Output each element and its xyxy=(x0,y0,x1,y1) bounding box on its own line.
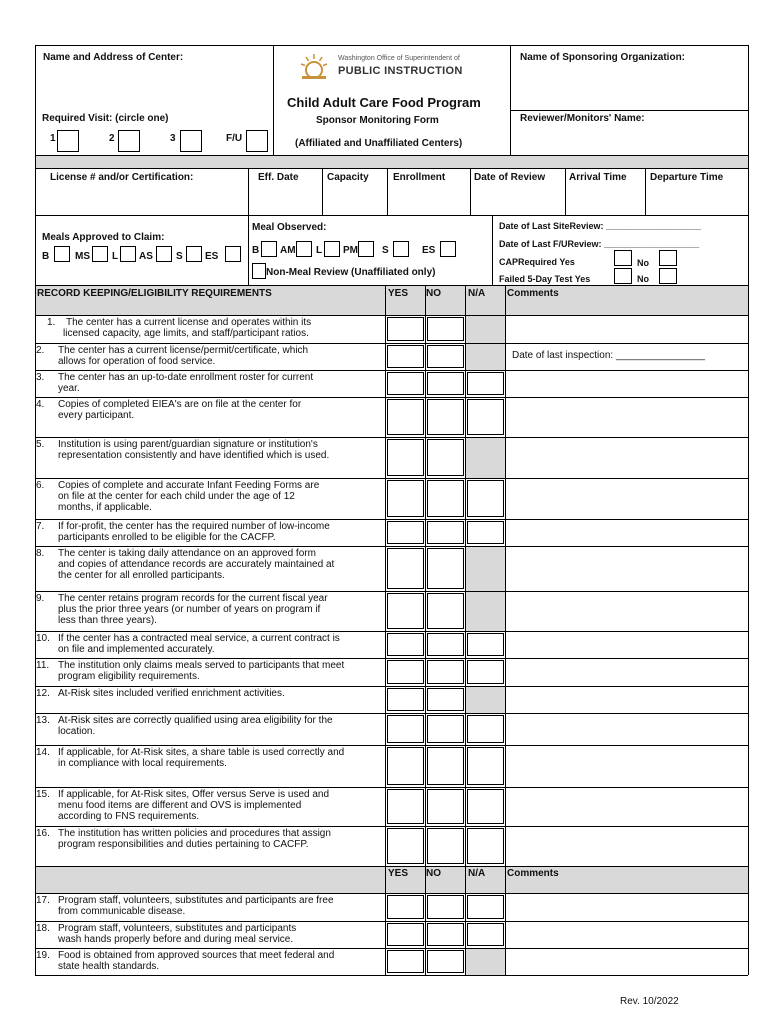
meal-option-label: ES xyxy=(422,245,436,256)
item2-na-checkbox[interactable] xyxy=(467,895,504,919)
item-no-checkbox[interactable] xyxy=(427,828,464,864)
comments-cell[interactable] xyxy=(506,316,748,343)
item-text-line: location. xyxy=(58,726,96,737)
sun-logo-icon xyxy=(300,52,328,80)
item-text-line: state health standards. xyxy=(58,961,160,972)
item-yes-checkbox[interactable] xyxy=(387,317,424,341)
item-text-line: the center for all enrolled participants. xyxy=(58,570,225,581)
comments-cell[interactable] xyxy=(506,398,748,437)
item-text-line: If applicable, for At-Risk sites, a share table is used correctly and xyxy=(58,747,345,758)
item-text-line: menu food items are different and OVS is implemented xyxy=(58,800,302,811)
item-yes-checkbox[interactable] xyxy=(387,789,424,824)
observed-pm-checkbox[interactable] xyxy=(358,241,374,257)
item-number: 10. xyxy=(36,633,50,644)
item-no-checkbox[interactable] xyxy=(427,372,464,395)
meal-option-label: AM xyxy=(280,245,296,256)
item-number: 15. xyxy=(36,789,50,800)
visit-2-checkbox[interactable] xyxy=(118,130,140,152)
comments-cell[interactable] xyxy=(506,592,748,631)
item-text-line: Institution is using parent/guardian signature or institution's xyxy=(58,439,318,450)
item-number: 7. xyxy=(36,521,45,532)
approved-as-checkbox[interactable] xyxy=(156,246,172,262)
item-text-line: on file at the center for each child under the age of 12 xyxy=(58,491,295,502)
inspection-note: Date of last inspection: ________________ xyxy=(512,350,705,361)
program-title: Child Adult Care Food Program xyxy=(287,95,481,110)
item-na-checkbox[interactable] xyxy=(467,480,504,517)
center-name-label: Name and Address of Center: xyxy=(43,52,184,63)
meals-approved-label: Meals Approved to Claim: xyxy=(42,232,165,243)
departure-time-label: Departure Time xyxy=(650,172,724,183)
item-number: 11. xyxy=(36,660,50,671)
comments-cell[interactable] xyxy=(506,479,748,519)
item-na-checkbox[interactable] xyxy=(467,633,504,656)
comments-cell[interactable] xyxy=(506,438,748,478)
na-disabled-cell xyxy=(466,438,505,478)
item-number: 3. xyxy=(36,372,45,383)
col-no: NO xyxy=(426,288,441,299)
item-no-checkbox[interactable] xyxy=(427,789,464,824)
item-na-checkbox[interactable] xyxy=(467,715,504,743)
item-number: 2. xyxy=(36,345,45,356)
item-yes-checkbox[interactable] xyxy=(387,345,424,368)
non-meal-label: Non-Meal Review (Unaffiliated only) xyxy=(266,267,436,278)
date-of-review-label: Date of Review xyxy=(474,172,546,183)
ospi-logo xyxy=(300,52,485,82)
item-number: 18. xyxy=(36,923,50,934)
item-na-checkbox[interactable] xyxy=(467,372,504,395)
agency-line-1: Washington Office of Superintendent of xyxy=(338,55,460,62)
item-text-line: according to FNS requirements. xyxy=(58,811,200,822)
item-text-line: If for-profit, the center has the required number of low-income xyxy=(58,521,330,532)
item-text-line: The center has a current license/permit/certificate, which xyxy=(58,345,309,356)
last-fu-review: Date of Last F/UReview: ___________________ xyxy=(499,239,700,249)
item-number: 6. xyxy=(36,480,45,491)
na-disabled-cell xyxy=(466,547,505,591)
comments-cell[interactable] xyxy=(506,788,748,826)
comments-cell[interactable] xyxy=(506,371,748,397)
item-number: 13. xyxy=(36,715,50,726)
item-no-checkbox[interactable] xyxy=(427,548,464,589)
meal-option-label: L xyxy=(112,251,119,262)
item-text-line: Copies of complete and accurate Infant Feeding Forms are xyxy=(58,480,320,491)
item-text-line: The center retains program records for the current fiscal year xyxy=(58,593,328,604)
item-no-checkbox[interactable] xyxy=(427,688,464,711)
item-na-checkbox[interactable] xyxy=(467,828,504,864)
cap-required-label: CAPRequired Yes xyxy=(499,257,575,267)
item-yes-checkbox[interactable] xyxy=(387,439,424,476)
visit-fu-checkbox[interactable] xyxy=(246,130,268,152)
item-yes-checkbox[interactable] xyxy=(387,828,424,864)
item-text-line: licensed capacity, age limits, and staff/participant ratios. xyxy=(63,328,309,339)
comments-cell[interactable] xyxy=(506,632,748,658)
comments-cell[interactable] xyxy=(506,746,748,787)
meal-option-label: PM xyxy=(343,245,358,256)
item-no-checkbox[interactable] xyxy=(427,747,464,785)
item-text-line: program responsibilities and duties pertaining to CACFP. xyxy=(58,839,309,850)
item-number: 19. xyxy=(36,950,50,961)
observed-es-checkbox[interactable] xyxy=(440,241,456,257)
item-text-line: in compliance with local requirements. xyxy=(58,758,227,769)
cap-yes-checkbox[interactable] xyxy=(614,250,632,266)
item-text-line: The center has a current license and operates within its xyxy=(66,317,312,328)
item-text-line: allows for operation of food service. xyxy=(58,356,216,367)
form-title: Sponsor Monitoring Form xyxy=(316,115,439,126)
item-number: 4. xyxy=(36,399,45,410)
na-disabled-cell xyxy=(466,316,505,343)
item-text-line: The center is taking daily attendance on an approved form xyxy=(58,548,316,559)
comments-cell[interactable] xyxy=(506,894,748,921)
item-na-checkbox[interactable] xyxy=(467,789,504,824)
item-text-line: program eligibility requirements. xyxy=(58,671,200,682)
item-number: 14. xyxy=(36,747,50,758)
col2-no: NO xyxy=(426,868,441,879)
col2-comments: Comments xyxy=(507,868,559,879)
visit-option-label: F/U xyxy=(226,133,243,144)
item-text-line: If the center has a contracted meal service, a current contract is xyxy=(58,633,340,644)
item-text-line: At-Risk sites are correctly qualified using area eligibility for the xyxy=(58,715,333,726)
comments-cell[interactable] xyxy=(506,520,748,546)
item-yes-checkbox[interactable] xyxy=(387,660,424,684)
item-yes-checkbox[interactable] xyxy=(387,372,424,395)
item-na-checkbox[interactable] xyxy=(467,747,504,785)
visit-option-label: 3 xyxy=(170,133,176,144)
item-yes-checkbox[interactable] xyxy=(387,399,424,435)
meal-option-label: AS xyxy=(139,251,153,262)
meal-option-label: B xyxy=(42,251,50,262)
required-visit-label: Required Visit: (circle one) xyxy=(42,113,169,124)
item-number: 9. xyxy=(36,593,45,604)
item-yes-checkbox[interactable] xyxy=(387,548,424,589)
meal-option-label: S xyxy=(382,245,389,256)
item-na-checkbox[interactable] xyxy=(467,660,504,684)
item-no-checkbox[interactable] xyxy=(427,439,464,476)
item-text-line: representation consistently and have identified which is used. xyxy=(58,450,330,461)
item-no-checkbox[interactable] xyxy=(427,660,464,684)
item-number: 17. xyxy=(36,895,50,906)
non-meal-checkbox[interactable] xyxy=(252,263,266,279)
item2-na-checkbox[interactable] xyxy=(467,923,504,946)
item-text-line: Program staff, volunteers, substitutes and participants are free xyxy=(58,895,334,906)
item-yes-checkbox[interactable] xyxy=(387,747,424,785)
item-no-checkbox[interactable] xyxy=(427,593,464,629)
cap-no-checkbox[interactable] xyxy=(659,250,677,266)
item-no-checkbox[interactable] xyxy=(427,317,464,341)
col2-yes: YES xyxy=(388,868,409,879)
item-text-line: from communicable disease. xyxy=(58,906,186,917)
item-number: 5. xyxy=(36,439,45,450)
na-disabled-cell xyxy=(466,949,505,975)
section1-title: RECORD KEEPING/ELIGIBILITY REQUIREMENTS xyxy=(37,288,272,299)
col2-na: N/A xyxy=(468,868,486,879)
item-no-checkbox[interactable] xyxy=(427,633,464,656)
comments-cell[interactable] xyxy=(506,949,748,975)
item-text-line: The institution has written policies and procedures that assign xyxy=(58,828,331,839)
approved-s-checkbox[interactable] xyxy=(186,246,202,262)
item-text-line: year. xyxy=(58,383,80,394)
item-no-checkbox[interactable] xyxy=(427,399,464,435)
item-text-line: plus the prior three years (or number of years on program if xyxy=(58,604,321,615)
item2-no-checkbox[interactable] xyxy=(427,923,464,946)
item-number: 16. xyxy=(36,828,50,839)
visit-option-label: 1 xyxy=(50,133,56,144)
meal-observed-label: Meal Observed: xyxy=(252,222,327,233)
meal-option-label: B xyxy=(252,245,260,256)
arrival-time-label: Arrival Time xyxy=(569,172,627,183)
item-number: 1. xyxy=(47,317,56,328)
item-text-line: The center has an up-to-date enrollment roster for current xyxy=(58,372,314,383)
item2-no-checkbox[interactable] xyxy=(427,950,464,973)
cap-no-label: No xyxy=(637,258,649,268)
item-text-line: Food is obtained from approved sources that meet federal and xyxy=(58,950,335,961)
item-text-line: At-Risk sites included verified enrichment activities. xyxy=(58,688,285,699)
col-comments: Comments xyxy=(507,288,559,299)
item-text-line: The institution only claims meals served to participants that meet xyxy=(58,660,345,671)
comments-cell[interactable] xyxy=(506,922,748,948)
visit-option-label: 2 xyxy=(109,133,115,144)
item-text-line: every participant. xyxy=(58,410,135,421)
visit-1-checkbox[interactable] xyxy=(57,130,79,152)
form-subtitle: (Affiliated and Unaffiliated Centers) xyxy=(295,138,463,149)
meal-option-label: MS xyxy=(75,251,90,262)
separator-band xyxy=(36,156,748,168)
item-yes-checkbox[interactable] xyxy=(387,715,424,743)
item-yes-checkbox[interactable] xyxy=(387,521,424,544)
capacity-label: Capacity xyxy=(327,172,369,183)
item2-no-checkbox[interactable] xyxy=(427,895,464,919)
approved-b-checkbox[interactable] xyxy=(54,246,70,262)
item-yes-checkbox[interactable] xyxy=(387,480,424,517)
item-no-checkbox[interactable] xyxy=(427,480,464,517)
item-yes-checkbox[interactable] xyxy=(387,593,424,629)
visit-3-checkbox[interactable] xyxy=(180,130,202,152)
failed-no-label: No xyxy=(637,274,649,284)
comments-cell[interactable] xyxy=(506,827,748,866)
meal-option-label: ES xyxy=(205,251,219,262)
observed-b-checkbox[interactable] xyxy=(261,241,277,257)
enrollment-label: Enrollment xyxy=(393,172,446,183)
eff-date-label: Eff. Date xyxy=(258,172,299,183)
item-text-line: Copies of completed EIEA's are on file at the center for xyxy=(58,399,302,410)
na-disabled-cell xyxy=(466,592,505,631)
item-na-checkbox[interactable] xyxy=(467,521,504,544)
item-no-checkbox[interactable] xyxy=(427,345,464,368)
approved-ms-checkbox[interactable] xyxy=(92,246,108,262)
approved-l-checkbox[interactable] xyxy=(120,246,136,262)
item-text-line: months, if applicable. xyxy=(58,502,152,513)
license-label: License # and/or Certification: xyxy=(50,172,194,183)
item2-yes-checkbox[interactable] xyxy=(387,950,424,973)
meal-option-label: S xyxy=(176,251,183,262)
item-yes-checkbox[interactable] xyxy=(387,688,424,711)
item-no-checkbox[interactable] xyxy=(427,715,464,743)
approved-es-checkbox[interactable] xyxy=(225,246,241,262)
comments-cell[interactable] xyxy=(506,547,748,591)
item-text-line: and copies of attendance records are accurately maintained at xyxy=(58,559,335,570)
item-text-line: wash hands properly before and during meal service. xyxy=(58,934,294,945)
failed-test-label: Failed 5-Day Test Yes xyxy=(499,274,591,284)
item-text-line: Program staff, volunteers, substitutes and participants xyxy=(58,923,297,934)
observed-s-checkbox[interactable] xyxy=(393,241,409,257)
na-disabled-cell xyxy=(466,344,505,370)
comments-cell[interactable] xyxy=(506,659,748,686)
item-text-line: If applicable, for At-Risk sites, Offer versus Serve is used and xyxy=(58,789,330,800)
observed-am-checkbox[interactable] xyxy=(296,241,312,257)
meal-option-label: L xyxy=(316,245,323,256)
sponsor-name-label: Name of Sponsoring Organization: xyxy=(520,52,686,63)
reviewer-label: Reviewer/Monitors' Name: xyxy=(520,113,645,124)
item-text-line: less than three years). xyxy=(58,615,157,626)
col-yes: YES xyxy=(388,288,409,299)
col-na: N/A xyxy=(468,288,486,299)
observed-l-checkbox[interactable] xyxy=(324,241,340,257)
na-disabled-cell xyxy=(466,687,505,713)
item-no-checkbox[interactable] xyxy=(427,521,464,544)
item-text-line: participants enrolled to be eligible for the CACFP. xyxy=(58,532,276,543)
item2-yes-checkbox[interactable] xyxy=(387,895,424,919)
revision-label: Rev. 10/2022 xyxy=(620,996,679,1007)
item-text-line: on file and implemented accurately. xyxy=(58,644,215,655)
item-number: 8. xyxy=(36,548,45,559)
item-yes-checkbox[interactable] xyxy=(387,633,424,656)
failed-no-checkbox[interactable] xyxy=(659,268,677,284)
item2-yes-checkbox[interactable] xyxy=(387,923,424,946)
item-number: 12. xyxy=(36,688,50,699)
failed-yes-checkbox[interactable] xyxy=(614,268,632,284)
agency-line-2: PUBLIC INSTRUCTION xyxy=(338,65,463,77)
last-site-review: Date of Last SiteReview: ___________________ xyxy=(499,221,702,231)
comments-cell[interactable] xyxy=(506,687,748,713)
item-na-checkbox[interactable] xyxy=(467,399,504,435)
comments-cell[interactable] xyxy=(506,714,748,745)
